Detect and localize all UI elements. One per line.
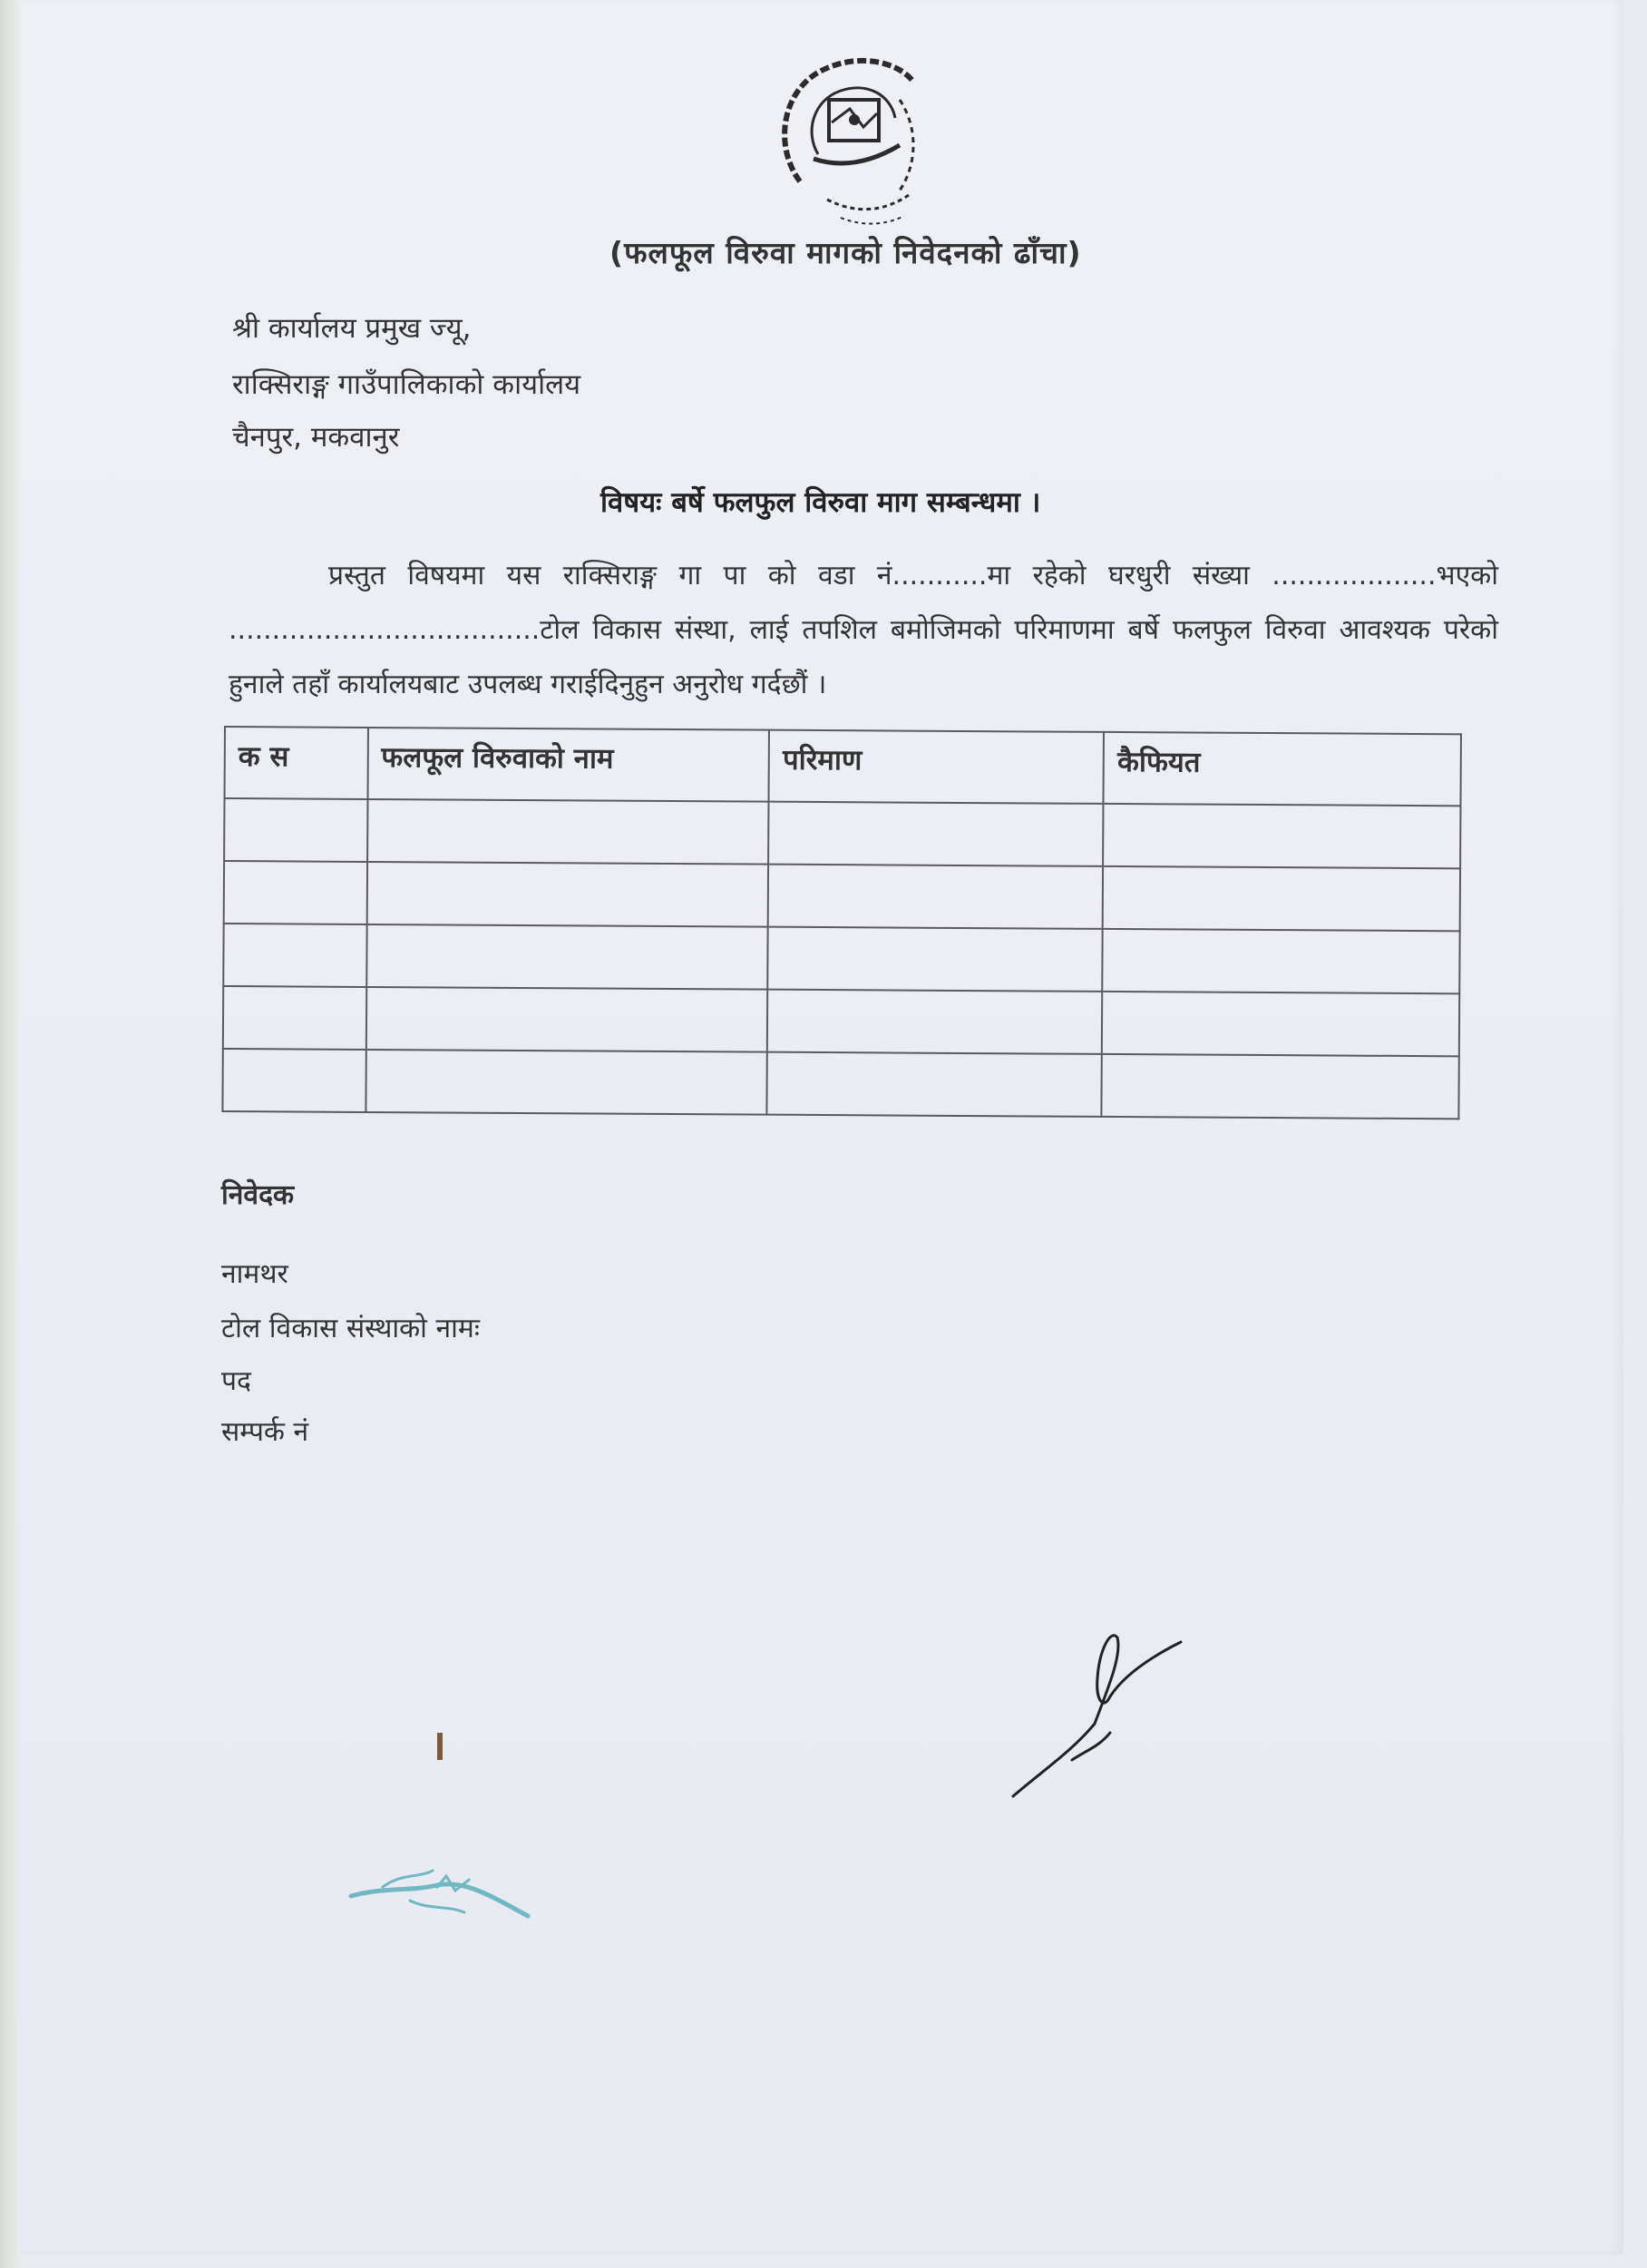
applicant-heading: निवेदक [221, 1179, 295, 1211]
table-cell[interactable] [367, 799, 769, 865]
table-row [223, 924, 1459, 993]
header-plant-name: फलफूल विरुवाको नाम [367, 728, 769, 802]
table-cell[interactable] [767, 927, 1103, 992]
header-quantity: परिमाण [769, 730, 1105, 804]
table-cell[interactable] [767, 990, 1103, 1054]
table-cell[interactable] [224, 861, 367, 924]
table-row [223, 986, 1459, 1056]
document-page [20, 0, 1623, 2254]
header-remarks: कैफियत [1104, 732, 1461, 806]
table-cell[interactable] [768, 802, 1104, 866]
address-line-1: श्री कार्यालय प्रमुख ज्यू, [232, 312, 472, 345]
table-cell[interactable] [366, 862, 768, 927]
table-cell[interactable] [365, 987, 767, 1052]
table-cell[interactable] [1102, 1054, 1459, 1119]
scanner-edge [0, 0, 20, 2268]
table-cell[interactable] [1102, 992, 1459, 1056]
address-line-2: राक्सिराङ्ग गाउँपालिकाको कार्यालय [232, 368, 581, 401]
table-row [222, 1049, 1458, 1119]
table-cell[interactable] [223, 924, 366, 987]
table-cell[interactable] [768, 865, 1104, 929]
subject-line: विषयः बर्षे फलफुल विरुवा माग सम्बन्धमा । [600, 486, 1041, 519]
table-cell[interactable] [767, 1052, 1103, 1117]
office-seal-icon [764, 45, 963, 245]
table-cell[interactable] [1103, 866, 1460, 931]
header-serial: क स [225, 727, 368, 799]
post-label: पद [221, 1365, 251, 1397]
table-cell[interactable] [223, 986, 366, 1050]
table-cell[interactable] [365, 1050, 767, 1115]
signature-icon [1009, 1624, 1199, 1805]
table-cell[interactable] [366, 924, 768, 990]
table-cell[interactable] [224, 798, 367, 862]
name-label: नामथर [221, 1258, 288, 1290]
stray-mark [437, 1733, 443, 1760]
table-header-row [225, 727, 1461, 806]
request-paragraph [229, 549, 1498, 712]
plant-request-table [221, 726, 1462, 1119]
table-row [224, 798, 1460, 868]
organization-label: टोल विकास संस्थाको नामः [221, 1313, 480, 1344]
contact-label: सम्पर्क नं [221, 1416, 309, 1448]
ink-smudge-icon [346, 1860, 537, 1932]
request-text: प्रस्तुत विषयमा यस राक्सिराङ्ग गा पा को वडा नं...........मा रहेको घरधुरी संख्या ...................भएको ....................................टोल विकास संस्था, लाई तपशिल बमोजिमको परिमाणमा बर्षे फलफुल विरुवा आवश्यक परेको हुनाले तहाँ कार्यालयबाट उपलब्ध गराईदिनुहुन अनुरोध गर्दछौं । [229, 560, 1498, 700]
table-cell[interactable] [1103, 804, 1460, 868]
form-title: (फलफूल विरुवा मागको निवेदनको ढाँचा) [609, 235, 1082, 270]
table-cell[interactable] [222, 1049, 365, 1112]
address-line-3: चैनपुर, मकवानुर [232, 421, 400, 454]
table-cell[interactable] [1103, 929, 1460, 993]
table-row [224, 861, 1460, 931]
